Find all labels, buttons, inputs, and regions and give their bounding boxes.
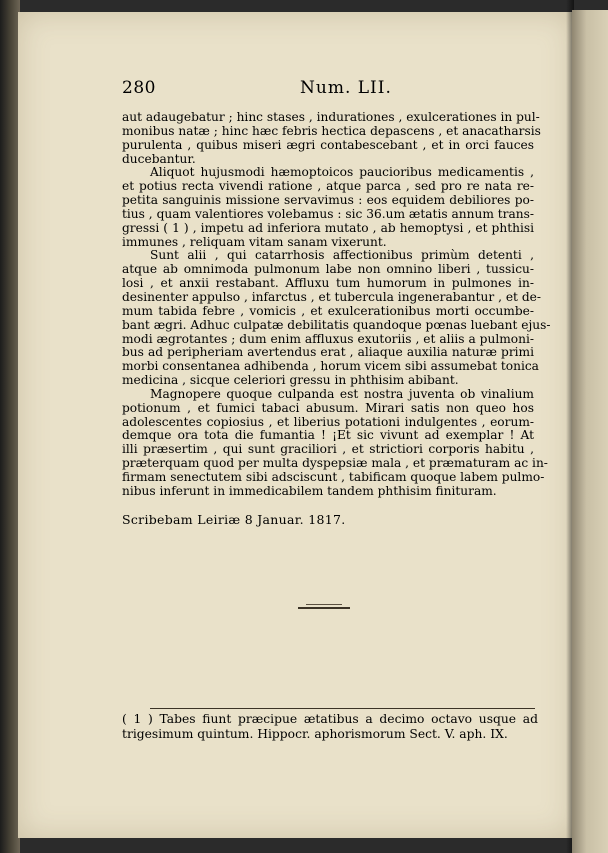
- section-separator-ornament: [306, 604, 342, 605]
- text-line: et potius recta vivendi ratione , atque parca , sed pro re nata re-: [122, 179, 534, 194]
- text-line: atque ab omnimoda pulmonum labe non omnino liberi , tussicu-: [122, 262, 534, 277]
- text-line: bant ægri. Adhuc culpatæ debilitatis quandoque pœnas luebant ejus-: [122, 317, 551, 332]
- page-number: 280: [122, 78, 156, 98]
- text-line: petita sanguinis missione servavimus : eos equidem debiliores po-: [122, 193, 534, 208]
- book-binding-edge: [0, 0, 20, 853]
- text-line: Sunt alii , qui catarrhosis affectionibus primùm detenti ,: [150, 248, 534, 263]
- text-line: modi ægrotantes ; dum enim affluxus exutoriis , et aliis a pulmoni-: [122, 331, 534, 346]
- text-line: mum tabida febre , vomicis , et exulcerationibus morti occumbe-: [122, 303, 534, 318]
- text-line: morbi consentanea adhibenda , horum vicem sibi assumebat tonica: [122, 359, 539, 374]
- footnote-rule: [150, 708, 535, 709]
- text-line: aut adaugebatur ; hinc stases , indurationes , exulcerationes in pul-: [122, 110, 540, 124]
- page-header: [122, 78, 532, 104]
- text-line: monibus natæ ; hinc hæc febris hectica depascens , et anacatharsis: [122, 123, 541, 138]
- text-line: adolescentes copiosius , et liberius potationi indulgentes , eorum-: [122, 414, 534, 429]
- text-line: illi præsertim , qui sunt graciliori , et strictiori corporis habitu ,: [122, 442, 534, 457]
- text-line: gressi ( 1 ) , impetu ad inferiora mutato , ab hemoptysi , et phthisi: [122, 220, 534, 235]
- footnote-line: ( 1 ) Tabes fiunt præcipue ætatibus a decimo octavo usque ad: [122, 712, 538, 726]
- text-line: nibus inferunt in immedicabilem tandem phthisim finituram.: [122, 483, 497, 498]
- text-line: potionum , et fumici tabaci abusum. Mirari satis non queo hos: [122, 400, 534, 415]
- footnote-line: trigesimum quintum. Hippocr. aphorismorum Sect. V. aph. IX.: [122, 727, 508, 741]
- text-line: tius , quam valentiores volebamus : sic 36.um ætatis annum trans-: [122, 206, 534, 221]
- text-line: purulenta , quibus miseri ægri contabescebant , et in orci fauces: [122, 137, 534, 152]
- text-line: desinenter appulso , infarctus , et tubercula ingenerabantur , et de-: [122, 289, 541, 304]
- adjacent-page-edge: [572, 10, 608, 853]
- body-text: [122, 110, 551, 499]
- text-line: losi , et anxii restabant. Affluxu tum humorum in pulmones in-: [122, 276, 534, 291]
- text-line: Magnopere quoque culpanda est nostra juventa ob vinalium: [150, 386, 534, 401]
- section-separator: [298, 607, 350, 609]
- text-line: demque ora tota die fumantia ! ¡Et sic vivunt ad exemplar ! At: [122, 428, 534, 443]
- footnote: [122, 712, 538, 742]
- running-head: Num. LII.: [300, 78, 392, 98]
- text-line: medicina , sicque celeriori gressu in phthisim abibant.: [122, 373, 459, 388]
- text-line: firmam senectutem sibi adsciscunt , tabificam quoque labem pulmo-: [122, 469, 545, 484]
- text-line: ducebantur.: [122, 151, 196, 166]
- text-line: Aliquot hujusmodi hæmoptoicos paucioribus medicamentis ,: [150, 165, 534, 180]
- text-line: præterquam quod per multa dyspepsiæ mala , et præmaturam ac in-: [122, 456, 548, 471]
- dateline-signature: Scribebam Leiriæ 8 Januar. 1817.: [122, 512, 346, 527]
- text-line: immunes , reliquam vitam sanam vixerunt.: [122, 234, 387, 249]
- text-line: bus ad peripheriam avertendus erat , aliaque auxilia naturæ primi: [122, 345, 534, 360]
